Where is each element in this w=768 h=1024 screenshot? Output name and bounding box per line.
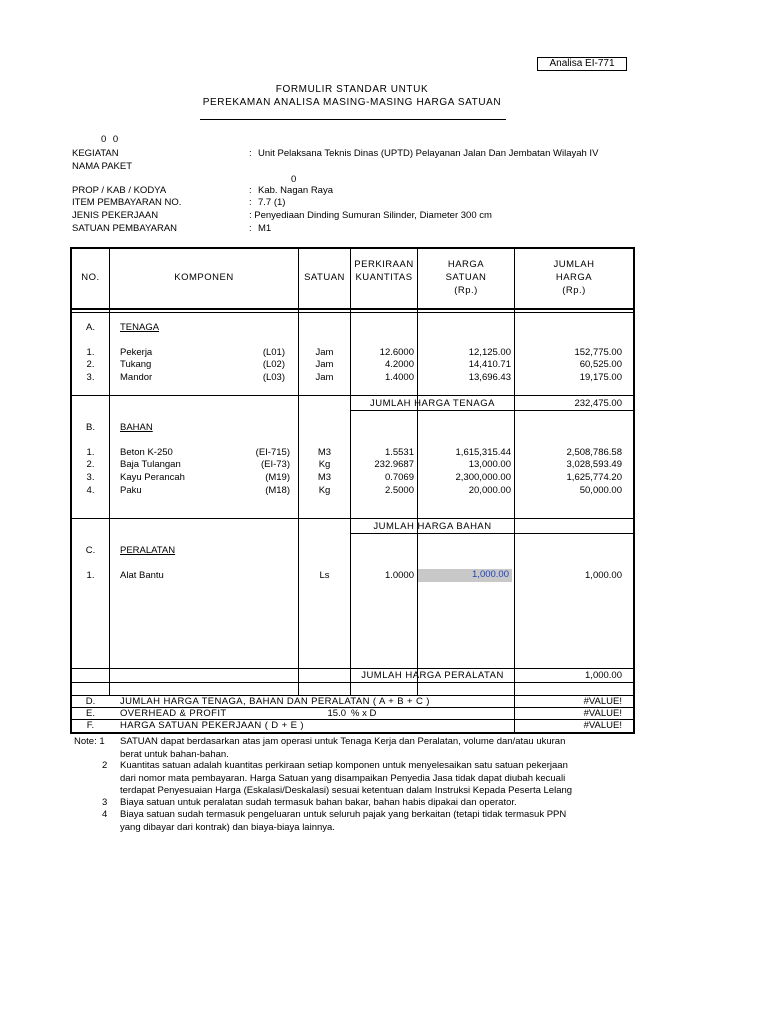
item-value: 7.7 (1) xyxy=(258,197,286,208)
sum-tenaga-value: 232,475.00 xyxy=(574,398,622,409)
section-a-letter: A. xyxy=(86,322,95,333)
sum-peralatan-label: JUMLAH HARGA PERALATAN xyxy=(361,670,504,681)
prop-label: PROP / KAB / KODYA xyxy=(72,185,167,196)
header-no: NO. xyxy=(81,272,100,283)
prop-sep: : xyxy=(249,185,252,196)
form-title-line1: FORMULIR STANDAR UNTUK xyxy=(275,84,429,95)
title-underline xyxy=(200,119,506,120)
kegiatan-sep: : xyxy=(249,148,252,159)
analysis-code: Analisa EI-771 xyxy=(537,57,627,71)
jenis-value: : Penyediaan Dinding Sumuran Silinder, Diameter 300 cm xyxy=(249,210,492,221)
section-a-title: TENAGA xyxy=(120,322,160,333)
section-b-letter: B. xyxy=(86,422,95,433)
kegiatan-label: KEGIATAN xyxy=(72,148,119,159)
section-b-title: BAHAN xyxy=(120,422,153,433)
nama-paket-label: NAMA PAKET xyxy=(72,161,133,172)
satuan-value: M1 xyxy=(258,223,272,234)
header-harga-1: HARGA xyxy=(447,259,485,270)
sum-tenaga-label: JUMLAH HARGA TENAGA xyxy=(370,398,495,409)
section-c-letter: C. xyxy=(85,545,96,556)
section-c-title: PERALATAN xyxy=(120,545,176,556)
analysis-table: NO. KOMPONEN SATUAN PERKIRAAN KUANTITAS HARGA SATUAN (Rp.) JUMLAH HARGA (Rp.) A. TENAGA 1. Pekerja (L01) Jam 12.6000 12,125.00 152,775.00 2. Tukang (L02) Jam 4.2000 14,410.71 60,525.00 3. Mandor (L03) Jam 1.4000 13,696.43 19,175.00 JUMLAH HARGA TENAGA 232,475.00 B. BAHAN 1. Beton K-250 (EI-715) M3 1.5531 1,615,315.44 2,508,786.58 2. Baja Tulangan (EI-73) Kg 232.9687 13,000.00 3,028,593.49 3. Kayu Perancah (M19) M3 0.7069 2,300,000.00 1,625,774.20 4. Paku (M18) Kg 2.5000 20,000.00 50,000.00 JUMLAH HARGA BAHAN C. PERALATAN 1. Alat Bantu Ls 1.0000 1,000.00 1,000.00 JUMLAH HARGA PERALATAN 1,000.00 D. JUMLAH HARGA TENAGA, BAHAN DAN PERALATAN ( A + B + C ) #VALUE! E. OVERHEAD & PROFIT 15.0 % x D #VALUE! F. HARGA SATUAN PEKERJAAN ( D + E ) #VALUE! xyxy=(70,247,635,734)
form-title-line2: PEREKAMAN ANALISA MASING-MASING HARGA SATUAN xyxy=(202,97,502,108)
header-jumlah-2: HARGA xyxy=(555,272,593,283)
header-jumlah-1: JUMLAH xyxy=(553,259,595,270)
header-jumlah-3: (Rp.) xyxy=(562,285,586,296)
satuan-sep: : xyxy=(249,223,252,234)
highlighted-price-cell[interactable]: 1,000.00 xyxy=(418,569,512,582)
jenis-label: JENIS PEKERJAAN xyxy=(72,210,159,221)
header-harga-2: SATUAN xyxy=(445,272,487,283)
prop-value: Kab. Nagan Raya xyxy=(258,185,333,196)
kegiatan-value: Unit Pelaksana Teknis Dinas (UPTD) Pelayanan Jalan Dan Jembatan Wilayah IV xyxy=(258,148,599,159)
header-komponen: KOMPONEN xyxy=(174,272,234,283)
header-perkiraan-1: PERKIRAAN xyxy=(354,259,414,270)
nama-paket-value: 0 xyxy=(291,174,297,185)
satuan-label: SATUAN PEMBAYARAN xyxy=(72,223,178,234)
top-code: 0 0 xyxy=(101,134,121,145)
sum-peralatan-value: 1,000.00 xyxy=(585,670,622,681)
header-harga-3: (Rp.) xyxy=(454,285,478,296)
header-satuan: SATUAN xyxy=(304,272,345,283)
item-label: ITEM PEMBAYARAN NO. xyxy=(72,197,182,208)
sum-bahan-label: JUMLAH HARGA BAHAN xyxy=(373,521,492,532)
header-perkiraan-2: KUANTITAS xyxy=(355,272,413,283)
item-sep: : xyxy=(249,197,252,208)
